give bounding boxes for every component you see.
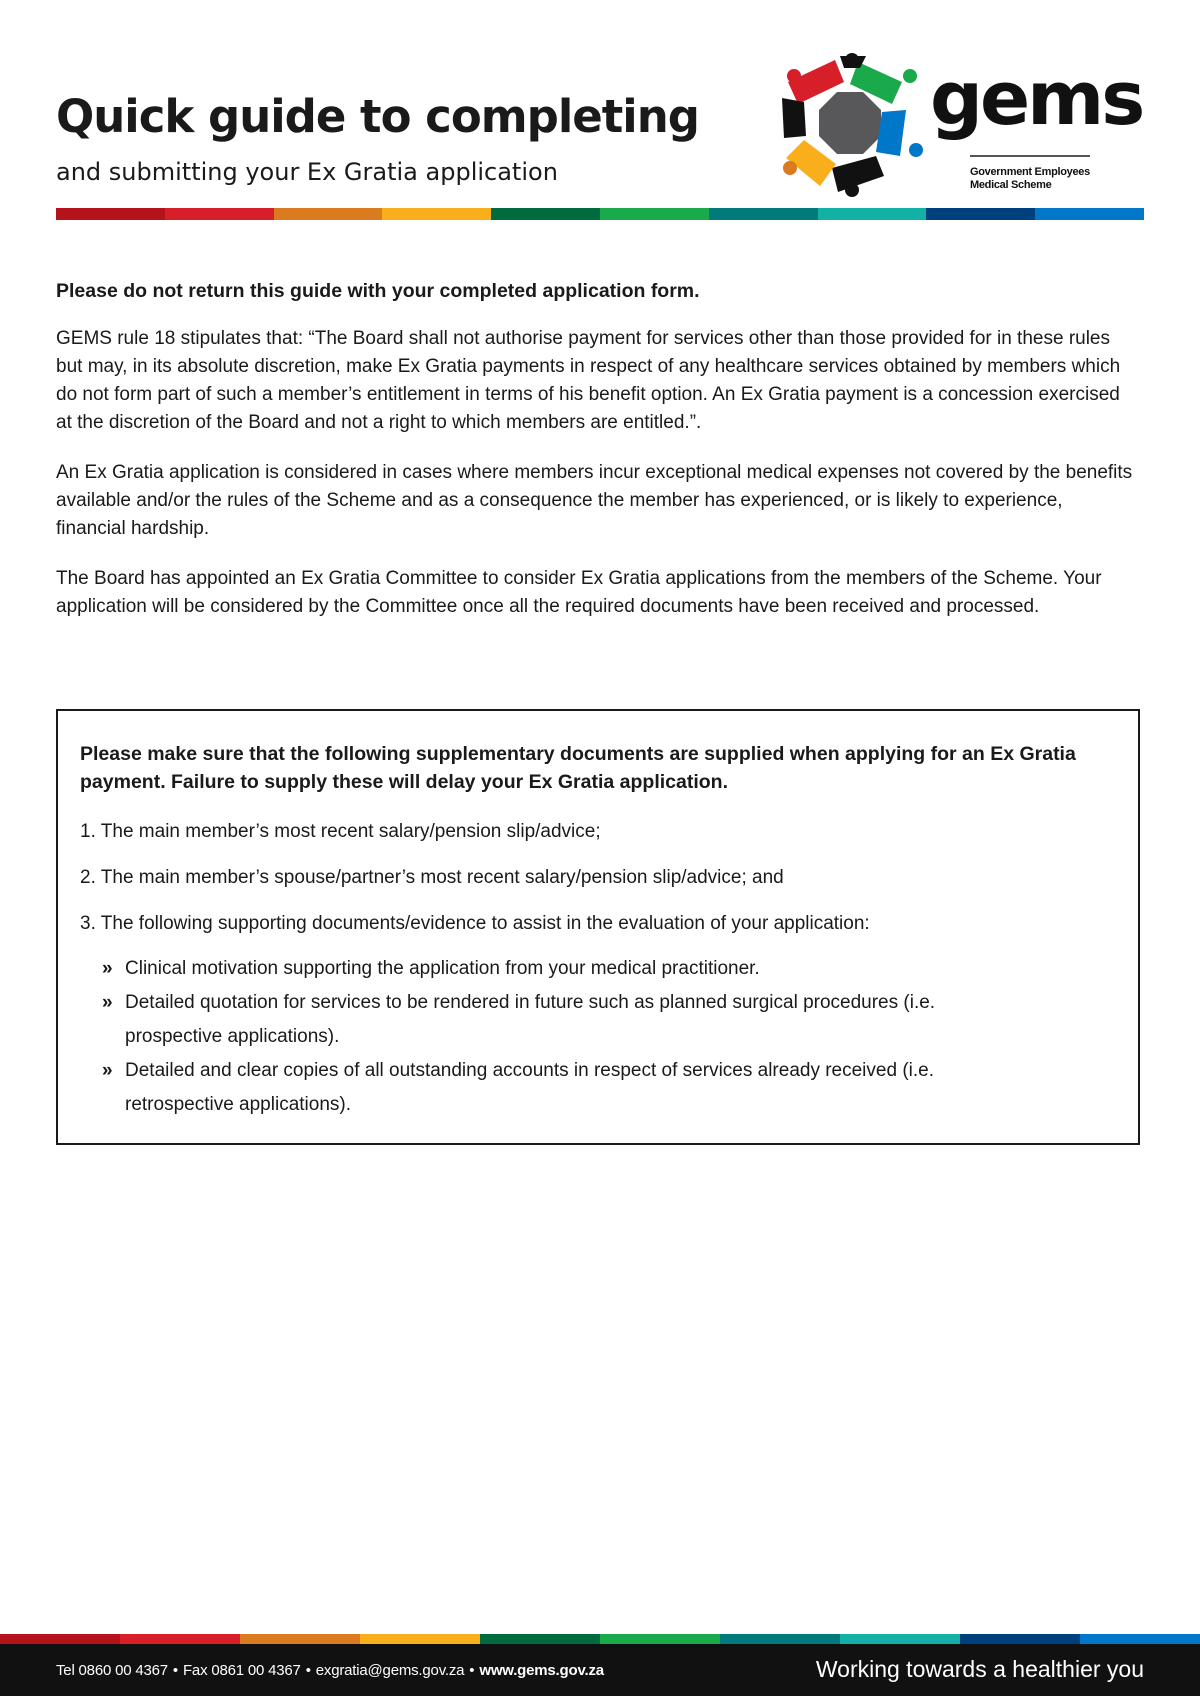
footer-fax: Fax 0861 00 4367 [182, 1662, 301, 1679]
logo-tagline-line2: Medical Scheme [970, 179, 1052, 191]
footer-tel: Tel 0860 00 4367 [56, 1662, 168, 1679]
gems-logo [780, 52, 1143, 197]
list-item-text: Clinical motivation supporting the application from your medical practitioner. [125, 958, 760, 979]
logo-rule [970, 155, 1090, 157]
gems-emblem-icon [780, 52, 930, 197]
footer-website-link[interactable]: www.gems.gov.za [479, 1662, 604, 1679]
gems-wordmark: gems [930, 56, 1143, 142]
return-notice: Please do not return this guide with your completed application form. [56, 280, 700, 302]
footer-slogan: Working towards a healthier you [815, 1656, 1144, 1682]
list-item-text: Detailed and clear copies of all outstanding accounts in respect of services already received (i.e. retrospective applications). [125, 1060, 934, 1115]
separator-dot: • [305, 1662, 311, 1679]
list-item [102, 952, 1116, 986]
guide-body [56, 280, 1136, 643]
box-heading: Please make sure that the following supplementary documents are supplied when applying for an Ex Gratia payment. Failure to supply these will delay your Ex Gratia application. [80, 743, 1076, 793]
header-color-stripe [56, 208, 1144, 220]
rule-18-paragraph: GEMS rule 18 stipulates that: “The Board shall not authorise payment for services other than those provided for in these rules but may, in its absolute discretion, make Ex Gratia payments in respect of any healthcare services obtained by members which do not form part of such a member’s entitlement in terms of his benefit option. An Ex Gratia payment is a concession exercised at the discretion of the Board and not a right to which members are entitled.”. [56, 328, 1121, 433]
document-item: 1. The main member’s most recent salary/pension slip/advice; [80, 821, 601, 842]
supplementary-documents-box [56, 709, 1140, 1145]
list-item [102, 1054, 1116, 1122]
separator-dot: • [172, 1662, 178, 1679]
logo-tagline-line1: Government Employees [970, 166, 1090, 178]
footer-contact [56, 1662, 604, 1679]
page-title: Quick guide to completing [56, 90, 699, 143]
chevron-bullet-icon: » [102, 958, 113, 979]
document-item: 2. The main member’s spouse/partner’s most recent salary/pension slip/advice; and [80, 867, 784, 888]
chevron-bullet-icon: » [102, 992, 113, 1013]
footer-color-stripe [0, 1634, 1200, 1644]
list-item-text: Detailed quotation for services to be rendered in future such as planned surgical procedures (i.e. prospective applications). [125, 992, 936, 1047]
document-item: 3. The following supporting documents/evidence to assist in the evaluation of your application: [80, 913, 870, 934]
footer-bar [0, 1644, 1200, 1696]
supporting-documents-list [80, 952, 1116, 1122]
separator-dot: • [469, 1662, 475, 1679]
footer-email-link[interactable]: exgratia@gems.gov.za [315, 1662, 465, 1679]
chevron-bullet-icon: » [102, 1060, 113, 1081]
eligibility-paragraph: An Ex Gratia application is considered in cases where members incur exceptional medical expenses not covered by the benefits available and/or the rules of the Scheme and as a consequence the member has experienced, or is likely to experience, financial hardship. [56, 462, 1133, 539]
committee-paragraph: The Board has appointed an Ex Gratia Committee to consider Ex Gratia applications from the members of the Scheme. Your application will be considered by the Committee once all the required documents have been received and processed. [56, 568, 1102, 617]
page-subtitle: and submitting your Ex Gratia application [56, 158, 558, 186]
list-item [102, 986, 1116, 1054]
logo-tagline [970, 166, 1110, 192]
